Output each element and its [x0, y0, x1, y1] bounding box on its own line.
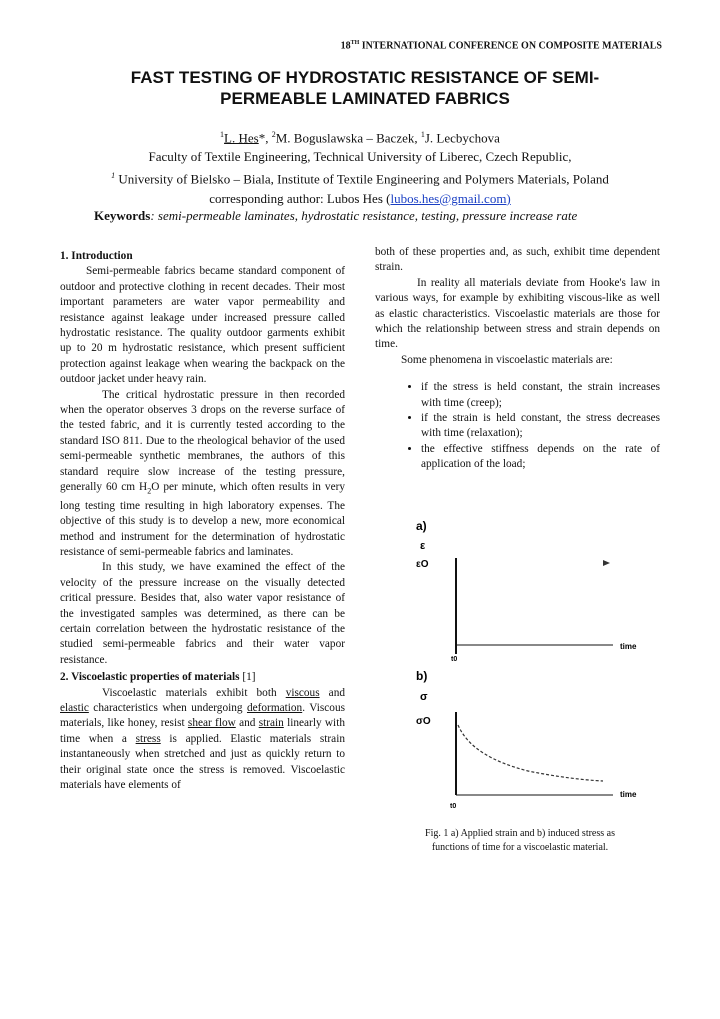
- strain-arrow-icon: [603, 560, 610, 566]
- paragraph: Some phenomena in viscoelastic materials are:: [401, 353, 613, 366]
- section-heading-viscoelastic: 2. Viscoelastic properties of materials [1]: [60, 671, 256, 684]
- list-item: • the effective stiffness depends on the rate of application of the load;: [421, 442, 660, 473]
- link-strain[interactable]: strain: [258, 717, 284, 730]
- affiliation-1: Faculty of Textile Engineering, Technical University of Liberec, Czech Republic,: [148, 149, 572, 165]
- list-item: • if the stress is held constant, the strain increases with time (creep);: [421, 380, 660, 411]
- figure-viscoelastic: [398, 512, 658, 812]
- relaxation-curve: [458, 725, 603, 781]
- time-label-b: time: [620, 790, 637, 799]
- author-boguslawska: M. Boguslawska – Baczek,: [275, 130, 421, 146]
- link-shear-flow[interactable]: shear flow: [187, 717, 236, 730]
- t0-label-b: t0: [450, 803, 457, 810]
- t0-label-a: t0: [451, 656, 458, 663]
- paragraph: The critical hydrostatic pressure in then recorded when the operator observes 3 drops on the reverse surface of the tested fabric, and it is currently tested according to the standard ISO 811. Due to the rheological behavior of the used semi-permeable synthetic membranes, the authors of this standard require slow increase of the testing pressure, generally 60 cm $H_2O$ per minute, which often results in very long testing time resulting in high laboratory expenses. The objective of this study is to develop a new, more economical method and instrument for the determination of hydrostatic resistance of semi-permeable fabrics and laminates.: [60, 388, 345, 558]
- figure-svg: [398, 512, 658, 812]
- keywords: [94, 208, 694, 224]
- citation-ref[interactable]: [1]: [242, 671, 256, 684]
- link-stress[interactable]: stress: [135, 732, 161, 745]
- corresponding-author: corresponding author: Lubos Hes (lubos.hes@gmail.com): [209, 190, 511, 206]
- email-link[interactable]: lubos.hes@gmail.com): [390, 190, 511, 206]
- sigma-label: σ: [420, 691, 428, 703]
- paragraph: In this study, we have examined the effect of the velocity of the pressure increase on the visually detected critical pressure. Besides that, also water vapor resistance of the investigated samples was determined, as there can be certain correlation between the hydrostatic resistance of the studied semi-permeable fabrics and their water vapor resistance.: [60, 561, 345, 666]
- link-viscous[interactable]: viscous: [285, 686, 320, 699]
- panel-b-label: b): [416, 669, 428, 683]
- phenomena-list: [375, 380, 660, 472]
- link-elastic[interactable]: elastic: [60, 702, 89, 715]
- author-line: $^1$L. Hes*, $^2$M. Boguslawska – Baczek, $^1$J. Lecbychova: [220, 130, 500, 146]
- paragraph: Semi-permeable fabrics became standard component of outdoor and protective clothing in recent decades. Their most important parameters are water vapor permeability and resistance against leakage under increased pressure called hydrostatic resistance. The quality outdoor garments exhibit up to 20 m hydrostatic resistance, which present sufficient protection against leakage when wearing the backpack on the outdoor jacket under heavy rain.: [60, 265, 345, 386]
- section-heading-introduction: 1. Introduction: [60, 250, 133, 262]
- right-column: [375, 245, 660, 473]
- paper-title: FAST TESTING OF HYDROSTATIC RESISTANCE OF SEMI-PERMEABLE LAMINATED FABRICS: [130, 68, 600, 108]
- affiliation-2: $^1$ University of Bielsko – Biala, Institute of Textile Engineering and Polymers Materials, Poland: [111, 171, 609, 187]
- paragraph: In reality all materials deviate from Hooke's law in various ways, for example by exhibiting viscous-like as well as elastic characteristics. Viscoelastic materials are those for which the relationship between stress and strain depends on time.: [375, 276, 660, 351]
- link-deformation[interactable]: deformation: [246, 702, 303, 715]
- paragraph: both of these properties and, as such, exhibit time dependent strain.: [375, 246, 660, 274]
- author-block: [60, 125, 660, 208]
- left-column: [60, 249, 345, 793]
- list-item: • if the strain is held constant, the stress decreases with time (relaxation);: [421, 411, 660, 442]
- keywords-text: : semi-permeable laminates, hydrostatic resistance, testing, pressure increase rate: [150, 208, 578, 223]
- keywords-label: Keywords: [94, 208, 151, 223]
- author-hes[interactable]: L. Hes: [224, 130, 259, 146]
- sigma0-label: σO: [416, 716, 431, 727]
- paragraph: Viscoelastic materials exhibit both viscous and elastic characteristics when undergoing deformation. Viscous materials, like honey, resist shear flow and strain linearly with time when a stress is applied. Elastic materials strain instantaneously when stretched and just as quickly return to their original state once the stress is removed. Viscoelastic materials have elements of: [60, 686, 345, 792]
- figure-caption: Fig. 1 a) Applied strain and b) induced stress as functions of time for a viscoelastic material.: [425, 828, 615, 853]
- epsilon0-label: εO: [416, 559, 429, 570]
- time-label-a: time: [620, 642, 637, 651]
- epsilon-label: ε: [420, 540, 426, 552]
- conference-header: 18TH INTERNATIONAL CONFERENCE ON COMPOSITE MATERIALS: [340, 40, 662, 52]
- panel-a-label: a): [416, 519, 427, 533]
- author-lecbychova: J. Lecbychova: [424, 130, 500, 146]
